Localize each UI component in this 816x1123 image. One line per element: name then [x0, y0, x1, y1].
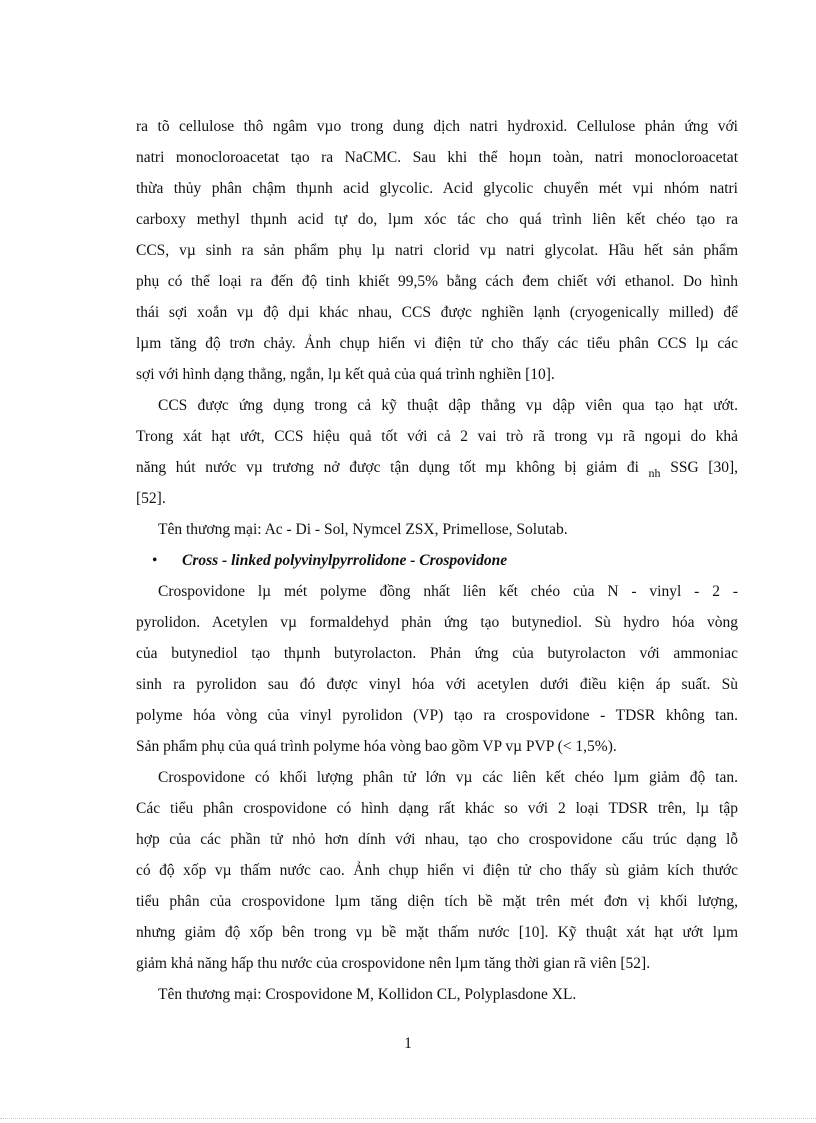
paragraph-crospovidone-synthesis — [136, 576, 738, 762]
text-segment: SSG [30], — [670, 459, 738, 476]
text-line: pyrolidon. Acetylen vµ formaldehyd phản ứng tạo butynediol. Sù hydro hóa vòng — [136, 614, 738, 631]
text-line: CCS, vµ sinh ra sản phẩm phụ lµ natri clorid vµ natri glycolat. Hầu hết sản phẩm — [136, 242, 738, 259]
text-line: sợi với hình dạng thẳng, ngắn, lµ kết quả của quá trình nghiền [10]. — [136, 366, 555, 383]
text-line: thừa thủy phân chậm thµnh acid glycolic. Acid glycolic chuyển mét vµi nhóm natri — [136, 180, 738, 197]
page-number: 1 — [404, 1035, 412, 1052]
text-line — [136, 452, 738, 483]
text-line: nhưng giảm độ xốp bên trong vµ bề mặt thấm nước [10]. Kỹ thuật xát hạt ướt lµm — [136, 924, 738, 941]
paragraph-ccs-synthesis — [136, 111, 738, 390]
text-line: Trong xát hạt ướt, CCS hiệu quả tốt với cả 2 vai trò rã trong vµ rã ngoµi do khả — [136, 428, 738, 445]
text-line: Crospovidone lµ mét polyme đồng nhất liên kết chéo của N - vinyl - 2 - — [158, 583, 738, 600]
text-line: có độ xốp vµ thấm nước cao. Ảnh chụp hiển vi điện tử cho thấy sù giảm kích thước — [136, 862, 738, 879]
trade-names-ccs: Tên thương mại: Ac - Di - Sol, Nymcel ZSX, Primellose, Solutab. — [158, 521, 568, 538]
body-text — [136, 111, 738, 1010]
section-heading — [136, 545, 738, 576]
text-line: sinh ra pyrolidon sau đó được vinyl hóa với acetylen dưới điều kiện áp suất. Sù — [136, 676, 738, 693]
bullet-icon: • — [152, 552, 158, 569]
text-line: Sản phẩm phụ của quá trình polyme hóa vòng bao gồm VP vµ PVP (< 1,5%). — [136, 738, 617, 755]
text-line: carboxy methyl thµnh acid tự do, lµm xóc tác cho quá trình liên kết chéo tạo ra — [136, 211, 738, 228]
text-line: Crospovidone có khối lượng phân tử lớn vµ các liên kết chéo lµm giảm độ tan. — [158, 769, 738, 786]
page-bottom-rule — [0, 1118, 816, 1119]
paragraph-crospovidone-properties — [136, 762, 738, 979]
trade-names-crospovidone: Tên thương mại: Crospovidone M, Kollidon CL, Polyplasdone XL. — [158, 986, 577, 1003]
text-line: của butynediol tạo thµnh butyrolacton. Phản ứng của butyrolacton với ammoniac — [136, 645, 738, 662]
text-line: Các tiểu phân crospovidone có hình dạng rất khác so với 2 loại TDSR trên, lµ tập — [136, 800, 738, 817]
text-line: giảm khả năng hấp thu nước của crospovidone nên lµm tăng thời gian rã viên [52]. — [136, 955, 651, 972]
text-line: lµm tăng độ trơn chảy. Ảnh chụp hiển vi điện tử cho thấy các tiểu phân CCS lµ các — [136, 335, 738, 352]
text-line: thái sợi xoắn vµ độ dµi khác nhau, CCS được nghiền lạnh (cryogenically milled) để — [136, 304, 738, 321]
text-line: ra tõ cellulose thô ngâm vµo trong dung dịch natri hydroxid. Cellulose phản ứng với — [136, 118, 738, 135]
subscript-text: nh — [648, 466, 661, 480]
text-line: hợp của các phần tử nhỏ hơn dính với nhau, tạo cho crospovidone cấu trúc dạng lỗ — [136, 831, 738, 848]
text-line: [52]. — [136, 490, 166, 507]
paragraph-ccs-application — [136, 390, 738, 514]
text-line: tiểu phân của crospovidone lµm tăng diện tích bề mặt trên mét đơn vị khối lượng, — [136, 893, 738, 910]
text-segment: năng hút nước vµ trương nở được tận dụng tốt mµ không bị giảm đi — [136, 459, 639, 476]
text-line: polyme hóa vòng của vinyl pyrolidon (VP) tạo ra crospovidone - TDSR không tan. — [136, 707, 738, 724]
text-line: phụ có thể loại ra đến độ tinh khiết 99,5% bằng cách đem chiết với ethanol. Do hình — [136, 273, 738, 290]
text-line: CCS được ứng dụng trong cả kỹ thuật dập thẳng vµ dập viên qua tạo hạt ướt. — [158, 397, 738, 414]
section-heading-text: Cross - linked polyvinylpyrrolidone - Crospovidone — [182, 552, 508, 569]
text-line: natri monocloroacetat tạo ra NaCMC. Sau khi thể hoµn toàn, natri monocloroacetat — [136, 149, 738, 166]
